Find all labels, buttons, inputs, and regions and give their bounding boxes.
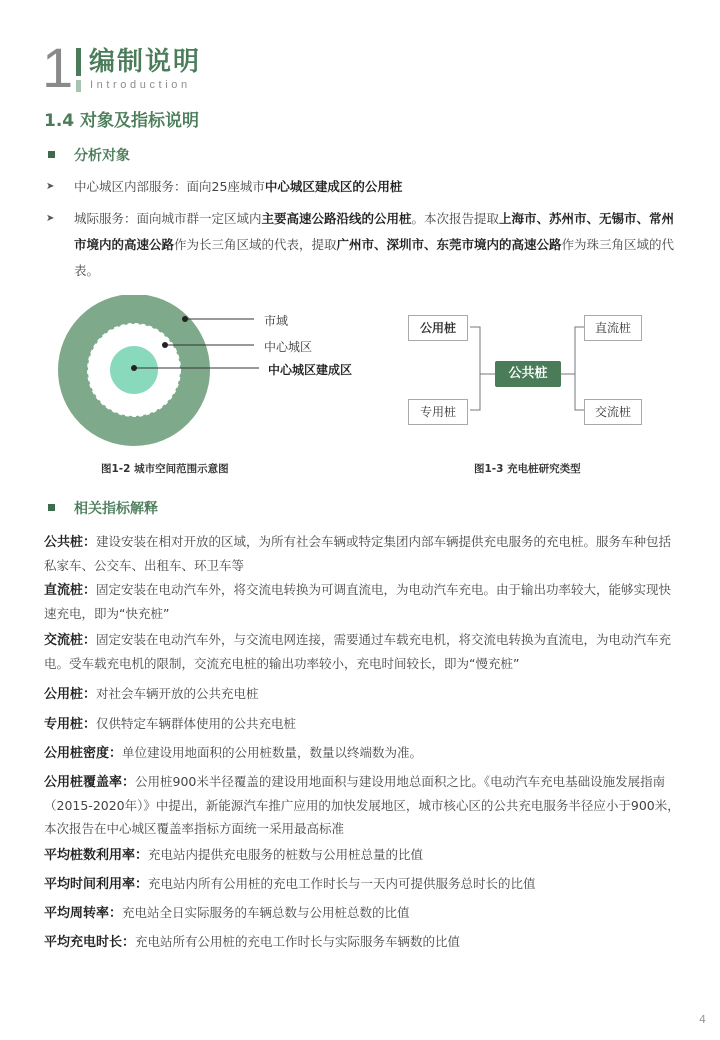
indicator-term: 专用桩 [44,717,84,732]
leader-dot [182,316,188,322]
analysis-item-text [74,174,686,200]
indicator-desc: 仅供特定车辆群体使用的公共充电桩 [96,716,297,731]
indicator-desc: 充电站全日实际服务的车辆总数与公用桩总数的比值 [122,905,410,920]
box-dc: 直流桩 [584,315,642,341]
indicator-colon: ： [83,535,97,550]
indicator-item [44,578,680,625]
bold-text: 上海市、苏州市、无锡市、常州市境内的高速公路 [74,211,675,252]
indicator-desc: 充电站所有公用桩的充电工作时长与实际服务车辆数的比值 [135,934,461,949]
indicator-term: 交流桩 [44,633,84,648]
plain-text: 作为长三角区域的代表，提取 [174,237,337,252]
leader-dot [162,342,168,348]
indicator-colon: ： [122,775,136,790]
indicator-desc: 固定安装在电动汽车外，将交流电转换为可调直流电，为电动汽车充电。由于输出功率较大，能够实现快速充电，即为“快充桩” [44,582,672,621]
square-bullet-icon [48,504,55,511]
bold-text: 主要高速公路沿线的公用桩 [261,211,412,226]
box-dedicated: 专用桩 [408,399,468,425]
leader-dot [131,365,137,371]
figure-caption: 图1-3 充电桩研究类型 [474,463,581,475]
indicator-desc: 对社会车辆开放的公共充电桩 [96,686,259,701]
analysis-heading [48,146,130,166]
indicator-colon: ： [83,717,97,732]
indicator-item [44,712,680,736]
indicator-colon: ： [135,848,149,863]
indicator-item [44,872,680,896]
arrow-bullet-icon: ➤ [46,213,55,224]
bold-text: 中心城区建成区的公用桩 [264,179,403,194]
indicators-heading-text: 相关指标解释 [74,501,158,517]
chapter-subtitle: Introduction [90,79,191,91]
indicator-item [44,741,680,765]
indicator-desc: 公用桩900米半径覆盖的建设用地面积与建设用地总面积之比。《电动汽车充电基础设施发展指南（2015-2020年）》中提出，新能源汽车推广应用的加快发展地区，城市核心区的公共充电服务半径应小于900米，本次报告在中心城区覆盖率指标方面统一采用最高标准 [44,774,680,836]
indicator-colon: ： [83,583,97,598]
plain-text: 城际服务：面向城市群一定区域内 [74,211,262,226]
page-number: 4 [699,1013,706,1026]
arrow-bullet-icon: ➤ [46,181,55,192]
indicators-heading [48,499,158,519]
analysis-heading-text: 分析对象 [74,148,130,164]
indicator-colon: ： [109,906,123,921]
indicator-colon: ： [135,877,149,892]
indicator-desc: 单位建设用地面积的公用桩数量，数量以终端数为准。 [122,745,423,760]
label-center: 中心城区 [264,340,313,354]
square-bullet-icon [48,151,55,158]
header-accent-bar [76,48,81,76]
indicator-term: 平均时间利用率 [44,877,136,892]
indicator-item [44,530,680,577]
chapter-number: 1 [42,36,74,99]
analysis-item-text [74,206,686,284]
box-public: 公用桩 [408,315,468,341]
indicator-item [44,682,680,706]
indicator-desc: 充电站内所有公用桩的充电工作时长与一天内可提供服务总时长的比值 [148,876,536,891]
indicator-term: 公共桩 [44,535,84,550]
chapter-title: 编制说明 [89,47,202,77]
plain-text: 作为珠三角区域的代表。 [74,237,675,278]
indicator-desc: 建设安装在相对开放的区域，为所有社会车辆或特定集团内部车辆提供充电服务的充电桩。服务车种包括私家车、公交车、出租车、环卫车等 [44,534,672,573]
indicator-colon: ： [83,687,97,702]
plain-text: 。本次报告提取 [411,211,500,226]
indicator-term: 公用桩密度 [44,746,110,761]
indicator-term: 平均周转率 [44,906,110,921]
bracket-left [470,327,480,410]
indicator-item [44,628,680,675]
indicator-colon: ： [122,935,136,950]
indicator-item [44,843,680,867]
indicator-item [44,901,680,925]
indicator-term: 平均充电时长 [44,935,123,950]
indicator-term: 平均桩数利用率 [44,848,136,863]
indicator-colon: ： [109,746,123,761]
label-built: 中心城区建成区 [268,363,353,377]
indicator-desc: 固定安装在电动汽车外，与交流电网连接，需要通过车载充电机，将交流电转换为直流电，为电动汽车充电。受车载充电机的限制，交流充电桩的输出功率较小，充电时间较长，即为“慢充桩” [44,632,672,671]
figure-caption: 图1-2 城市空间范围示意图 [101,463,229,475]
indicator-term: 公用桩覆盖率 [44,775,123,790]
indicator-term: 直流桩 [44,583,84,598]
analysis-item-2 [46,206,686,284]
analysis-item-1 [46,174,686,200]
bold-text: 广州市、深圳市、东莞市境内的高速公路 [336,237,562,252]
indicator-desc: 充电站内提供充电服务的桩数与公用桩总量的比值 [148,847,424,862]
box-ac: 交流桩 [584,399,642,425]
indicator-term: 公用桩 [44,687,84,702]
plain-text: 中心城区内部服务：面向25座城市 [74,179,265,194]
indicator-item [44,770,680,840]
indicator-colon: ： [83,633,97,648]
section-title: 1.4 对象及指标说明 [44,111,200,131]
indicator-item [44,930,680,954]
header-accent-bar-light [76,80,81,92]
label-city: 市域 [264,314,289,328]
box-main-public: 公共桩 [495,361,561,387]
